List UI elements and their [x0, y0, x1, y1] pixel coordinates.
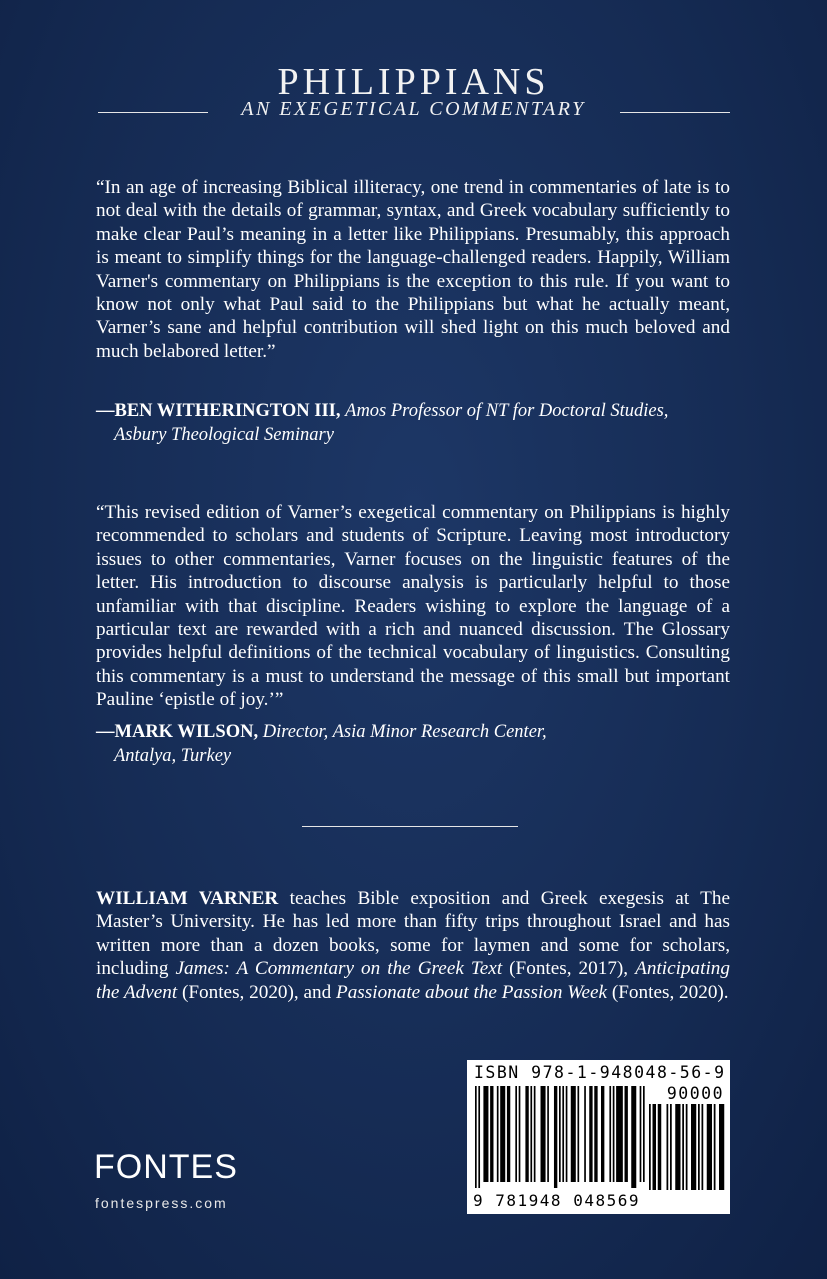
barcode-bar — [631, 1086, 636, 1188]
barcode-bar — [541, 1086, 546, 1182]
endorsement-1-affiliation: Asbury Theological Seminary — [114, 425, 334, 445]
endorsement-2-attribution — [96, 720, 736, 768]
endorsement-2-text: “This revised edition of Varner’s exegetical commentary on Philippians is highly recommended to scholars and students of Scripture. Leaving most introductory issues to other commentaries, Varner focuses on the linguistic features of the letter. His introduction to discourse analysis is particularly helpful to those unfamiliar with that discipline. Readers wishing to explore the language of a particular text are rewarded with a rich and nuanced discussion. The Glossary provides helpful definitions of the technical vocabulary of linguistics. Consulting this commentary is a must to understand the message of this small but important Pauline ‘epistle of joy.’” — [96, 502, 730, 711]
ean-barcode-bars — [475, 1086, 647, 1190]
barcode-bar — [525, 1086, 528, 1182]
barcode-bar — [478, 1086, 480, 1188]
barcode-bar — [707, 1104, 712, 1190]
barcode-bar — [562, 1086, 564, 1182]
barcode-bar — [682, 1104, 684, 1190]
bio-text-4: (Fontes, 2020). — [607, 981, 729, 1003]
barcode-bar — [616, 1086, 623, 1182]
barcode-bar — [702, 1104, 704, 1190]
barcode-bar — [571, 1086, 576, 1182]
barcode-bar — [547, 1086, 549, 1182]
barcode-bar — [601, 1086, 604, 1182]
addon-barcode-bars — [649, 1104, 727, 1190]
barcode-bar — [670, 1104, 672, 1190]
barcode-bar — [475, 1086, 477, 1188]
endorsement-1-text: “In an age of increasing Biblical illiteracy, one trend in commentaries of late is to not deal with the details of grammar, syntax, and Greek vocabulary sufficiently to make clear Paul’s meaning in a letter like Philippians. Presumably, this approach is meant to simplify things for the language-challenged readers. Happily, William Varner's commentary on Philippians is the exception to this rule. If you want to know not only what Paul said to the Philippians but what he actually meant, Varner’s sane and helpful contribution will shed light on this much beloved and much belabored letter.” — [96, 177, 730, 362]
subtitle-rule-right — [620, 112, 730, 113]
subtitle-row — [0, 98, 827, 124]
price-code: 90000 — [666, 1084, 724, 1103]
barcode-bar — [534, 1086, 536, 1182]
barcode-bar — [507, 1086, 510, 1182]
barcode-bar — [559, 1086, 561, 1182]
endorsement-1-name: —BEN WITHERINGTON III, — [96, 401, 341, 421]
barcode-bar — [577, 1086, 579, 1182]
barcode-bar — [530, 1086, 532, 1182]
bio-text-3: (Fontes, 2020), and — [177, 981, 336, 1003]
barcode-bar — [625, 1086, 628, 1182]
bio-text-2: (Fontes, 2017), — [502, 958, 636, 980]
barcode-bar — [589, 1086, 592, 1182]
endorsement-2-affiliation: Antalya, Turkey — [114, 746, 232, 766]
endorsement-1-role: Amos Professor of NT for Doctoral Studies, — [345, 401, 669, 421]
barcode-bar — [609, 1086, 611, 1182]
barcode-bar — [653, 1104, 657, 1190]
author-name: WILLIAM VARNER — [96, 888, 279, 909]
barcode-bar — [483, 1086, 488, 1182]
barcode-bar — [719, 1104, 724, 1190]
barcode-bar — [566, 1086, 568, 1182]
barcode-bar — [519, 1086, 521, 1182]
barcode-bar — [594, 1086, 597, 1182]
barcode-bar — [613, 1086, 615, 1182]
barcode-bar — [584, 1086, 586, 1182]
barcode-bar — [714, 1104, 716, 1190]
publisher-logo: FONTES — [94, 1148, 238, 1186]
bio-book-1: James: A Commentary on the Greek Text — [175, 958, 503, 980]
section-divider — [302, 826, 518, 827]
barcode-bar — [686, 1104, 688, 1190]
barcode-bar — [515, 1086, 517, 1182]
barcode-bar — [554, 1086, 557, 1188]
endorsement-1-attribution — [96, 399, 736, 447]
endorsement-2-name: —MARK WILSON, — [96, 722, 259, 742]
bio-book-2: Anticipating the Advent — [96, 958, 730, 1003]
barcode-bar — [658, 1104, 662, 1190]
book-title: PHILIPPIANS — [277, 61, 550, 103]
bio-text-1: teaches Bible exposition and Greek exegesis at The Master’s University. He has led more than fifty trips throughout Israel and has written more than a dozen books, some for laymen and some for scholars, including — [96, 888, 730, 980]
publisher-website: fontespress.com — [95, 1195, 228, 1211]
author-bio — [96, 887, 730, 1004]
barcode-bar — [691, 1104, 696, 1190]
bio-book-3: Passionate about the Passion Week — [335, 981, 608, 1003]
barcode-bar — [643, 1086, 645, 1182]
endorsement-2-role: Director, Asia Minor Research Center, — [262, 722, 547, 742]
barcode-bar — [500, 1086, 505, 1182]
barcode-bar — [698, 1104, 700, 1190]
barcode-bar — [640, 1086, 642, 1182]
isbn-barcode — [467, 1060, 730, 1214]
barcode-bar — [667, 1104, 669, 1190]
barcode-bar — [490, 1086, 493, 1182]
barcode-bar — [497, 1086, 499, 1182]
barcode-bar — [675, 1104, 680, 1190]
ean-digits: 9 781948 048569 — [473, 1191, 640, 1210]
book-subtitle: AN EXEGETICAL COMMENTARY — [241, 98, 586, 120]
isbn-label: ISBN 978-1-948048-56-9 — [474, 1063, 726, 1082]
barcode-bar — [649, 1104, 651, 1190]
